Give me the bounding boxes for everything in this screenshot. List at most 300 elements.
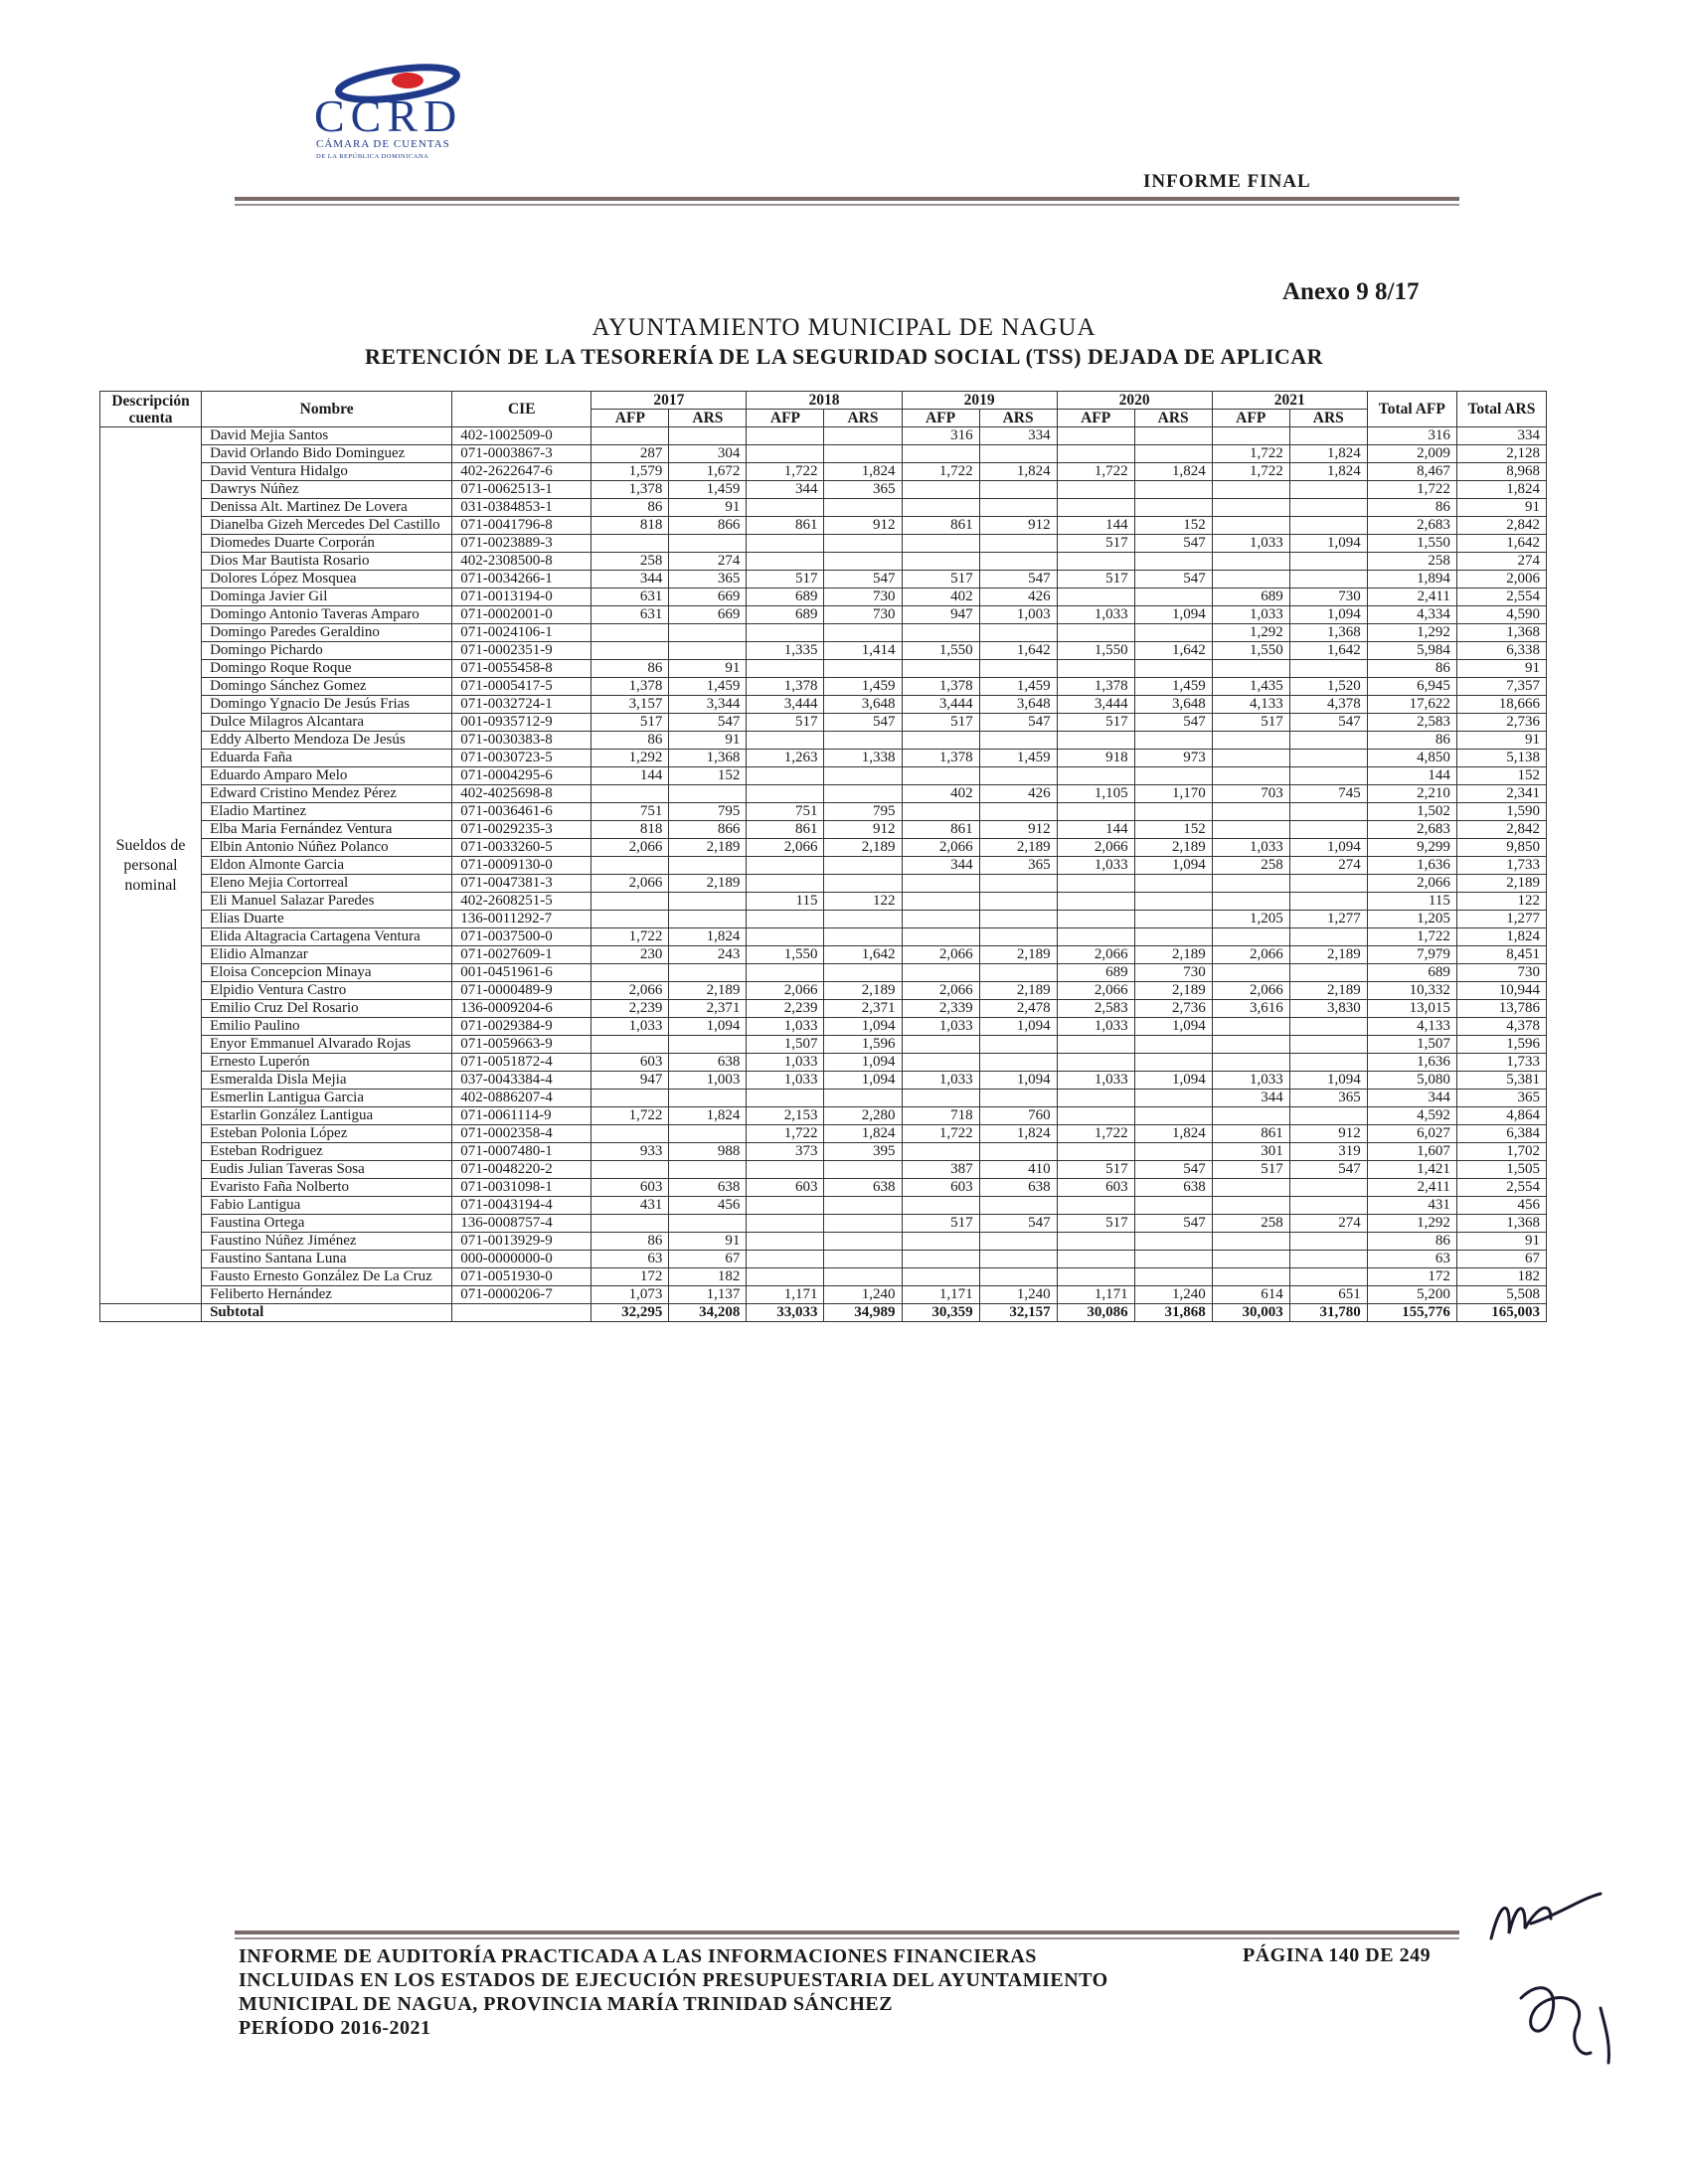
amount-cell: 730 <box>824 588 902 606</box>
amount-cell: 2,189 <box>1134 946 1212 964</box>
total-cell: 2,006 <box>1456 571 1546 588</box>
employee-cie: 071-0036461-6 <box>452 803 591 821</box>
total-cell: 86 <box>1367 499 1456 517</box>
amount-cell <box>902 445 979 463</box>
amount-cell <box>591 642 669 660</box>
table-row <box>100 750 1547 767</box>
employee-name: Elbin Antonio Núñez Polanco <box>202 839 452 857</box>
amount-cell <box>1057 767 1134 785</box>
table-row <box>100 1054 1547 1072</box>
amount-cell <box>824 928 902 946</box>
amount-cell <box>1289 893 1367 911</box>
amount-cell: 818 <box>591 821 669 839</box>
employee-cie: 071-0048220-2 <box>452 1161 591 1179</box>
amount-cell <box>1134 1268 1212 1286</box>
employee-cie: 071-0000489-9 <box>452 982 591 1000</box>
amount-cell <box>747 445 824 463</box>
amount-cell: 1,033 <box>1057 1018 1134 1036</box>
amount-cell <box>669 785 747 803</box>
total-cell: 2,411 <box>1367 588 1456 606</box>
amount-cell: 2,371 <box>824 1000 902 1018</box>
amount-cell <box>1134 1233 1212 1251</box>
amount-cell: 1,459 <box>979 678 1057 696</box>
amount-cell: 689 <box>747 588 824 606</box>
amount-cell <box>824 427 902 445</box>
employee-name: Domingo Antonio Taveras Amparo <box>202 606 452 624</box>
table-row <box>100 1197 1547 1215</box>
employee-name: Edward Cristino Mendez Pérez <box>202 785 452 803</box>
amount-cell: 304 <box>669 445 747 463</box>
amount-cell: 287 <box>591 445 669 463</box>
amount-cell <box>1134 928 1212 946</box>
amount-cell <box>979 732 1057 750</box>
amount-cell: 258 <box>1212 857 1289 875</box>
subtotal-cell: 34,989 <box>824 1304 902 1322</box>
amount-cell: 86 <box>591 1233 669 1251</box>
table-row <box>100 606 1547 624</box>
amount-cell: 373 <box>747 1143 824 1161</box>
subtotal-cell: 32,157 <box>979 1304 1057 1322</box>
amount-cell: 1,642 <box>1134 642 1212 660</box>
amount-cell <box>1134 1107 1212 1125</box>
amount-cell: 1,414 <box>824 642 902 660</box>
amount-cell: 1,033 <box>1212 606 1289 624</box>
amount-cell <box>1212 571 1289 588</box>
table-row <box>100 481 1547 499</box>
amount-cell <box>1289 767 1367 785</box>
amount-cell <box>1057 1036 1134 1054</box>
employee-name: Estarlin González Lantigua <box>202 1107 452 1125</box>
amount-cell: 365 <box>824 481 902 499</box>
table-row <box>100 463 1547 481</box>
employee-name: David Orlando Bido Dominguez <box>202 445 452 463</box>
table-row <box>100 553 1547 571</box>
amount-cell: 3,648 <box>979 696 1057 714</box>
amount-cell: 1,033 <box>902 1072 979 1090</box>
amount-cell: 517 <box>591 714 669 732</box>
amount-cell: 517 <box>902 571 979 588</box>
total-cell: 4,864 <box>1456 1107 1546 1125</box>
employee-cie: 071-0051930-0 <box>452 1268 591 1286</box>
subtotal-row <box>100 1304 1547 1322</box>
employee-name: Fabio Lantigua <box>202 1197 452 1215</box>
table-row <box>100 911 1547 928</box>
total-cell: 182 <box>1456 1268 1546 1286</box>
amount-cell <box>1212 750 1289 767</box>
amount-cell: 947 <box>591 1072 669 1090</box>
amount-cell: 2,478 <box>979 1000 1057 1018</box>
amount-cell <box>1057 1143 1134 1161</box>
ccrd-emblem-icon <box>310 62 549 169</box>
total-cell: 274 <box>1456 553 1546 571</box>
amount-cell: 1,722 <box>1212 463 1289 481</box>
amount-cell: 456 <box>669 1197 747 1215</box>
col-header-ars: ARS <box>979 410 1057 427</box>
amount-cell: 2,371 <box>669 1000 747 1018</box>
col-header-afp: AFP <box>902 410 979 427</box>
amount-cell <box>1212 821 1289 839</box>
employee-cie: 071-0030383-8 <box>452 732 591 750</box>
amount-cell: 547 <box>1289 1161 1367 1179</box>
amount-cell: 258 <box>1212 1215 1289 1233</box>
subtotal-cell: 31,868 <box>1134 1304 1212 1322</box>
amount-cell <box>1134 481 1212 499</box>
amount-cell: 2,280 <box>824 1107 902 1125</box>
amount-cell: 2,066 <box>591 875 669 893</box>
total-cell: 5,080 <box>1367 1072 1456 1090</box>
amount-cell: 517 <box>1057 1161 1134 1179</box>
total-cell: 2,189 <box>1456 875 1546 893</box>
amount-cell: 2,153 <box>747 1107 824 1125</box>
total-cell: 1,702 <box>1456 1143 1546 1161</box>
subtotal-label: Subtotal <box>202 1304 452 1322</box>
amount-cell: 1,094 <box>1289 839 1367 857</box>
amount-cell: 751 <box>747 803 824 821</box>
annex-label: Anexo 9 8/17 <box>1282 278 1420 305</box>
total-cell: 5,200 <box>1367 1286 1456 1304</box>
total-cell: 365 <box>1456 1090 1546 1107</box>
total-cell: 1,292 <box>1367 1215 1456 1233</box>
amount-cell: 3,344 <box>669 696 747 714</box>
amount-cell: 795 <box>824 803 902 821</box>
subtotal-cell: 165,003 <box>1456 1304 1546 1322</box>
total-cell: 5,984 <box>1367 642 1456 660</box>
amount-cell: 638 <box>979 1179 1057 1197</box>
amount-cell <box>824 785 902 803</box>
amount-cell: 638 <box>824 1179 902 1197</box>
amount-cell: 973 <box>1134 750 1212 767</box>
amount-cell: 918 <box>1057 750 1134 767</box>
amount-cell: 243 <box>669 946 747 964</box>
amount-cell: 2,066 <box>1057 946 1134 964</box>
employee-name: Esmerlin Lantigua Garcia <box>202 1090 452 1107</box>
amount-cell: 2,189 <box>979 839 1057 857</box>
amount-cell: 861 <box>747 517 824 535</box>
amount-cell <box>1134 1143 1212 1161</box>
employee-name: Faustino Santana Luna <box>202 1251 452 1268</box>
amount-cell <box>902 911 979 928</box>
employee-cie: 071-0002351-9 <box>452 642 591 660</box>
amount-cell: 517 <box>1057 571 1134 588</box>
amount-cell <box>979 911 1057 928</box>
logo-text: CCRD <box>314 90 463 141</box>
amount-cell: 344 <box>1212 1090 1289 1107</box>
amount-cell <box>1289 571 1367 588</box>
amount-cell: 365 <box>1289 1090 1367 1107</box>
amount-cell <box>1057 1233 1134 1251</box>
table-row <box>100 678 1547 696</box>
employee-cie: 071-0007480-1 <box>452 1143 591 1161</box>
total-cell: 172 <box>1367 1268 1456 1286</box>
total-cell: 4,590 <box>1456 606 1546 624</box>
table-row <box>100 660 1547 678</box>
amount-cell <box>1289 821 1367 839</box>
table-row <box>100 875 1547 893</box>
employee-name: Domingo Ygnacio De Jesús Frias <box>202 696 452 714</box>
amount-cell <box>824 875 902 893</box>
amount-cell <box>1134 427 1212 445</box>
employee-name: Dawrys Núñez <box>202 481 452 499</box>
amount-cell: 861 <box>902 821 979 839</box>
amount-cell: 387 <box>902 1161 979 1179</box>
table-row <box>100 1036 1547 1054</box>
amount-cell: 1,722 <box>902 1125 979 1143</box>
amount-cell <box>1289 1018 1367 1036</box>
total-cell: 13,786 <box>1456 1000 1546 1018</box>
footer-rule <box>235 1931 1459 1934</box>
total-cell: 1,636 <box>1367 857 1456 875</box>
total-cell: 91 <box>1456 1233 1546 1251</box>
amount-cell <box>1057 928 1134 946</box>
amount-cell <box>1289 1268 1367 1286</box>
amount-cell <box>591 911 669 928</box>
amount-cell: 1,003 <box>979 606 1057 624</box>
amount-cell <box>902 553 979 571</box>
amount-cell: 1,033 <box>747 1054 824 1072</box>
amount-cell: 1,094 <box>1134 1018 1212 1036</box>
amount-cell: 86 <box>591 732 669 750</box>
amount-cell <box>979 1251 1057 1268</box>
amount-cell <box>1057 893 1134 911</box>
amount-cell: 1,824 <box>1289 463 1367 481</box>
employee-cie: 071-0024106-1 <box>452 624 591 642</box>
employee-name: Eudis Julian Taveras Sosa <box>202 1161 452 1179</box>
employee-cie: 402-2308500-8 <box>452 553 591 571</box>
amount-cell: 1,033 <box>1212 1072 1289 1090</box>
total-cell: 5,508 <box>1456 1286 1546 1304</box>
total-cell: 1,368 <box>1456 1215 1546 1233</box>
col-header-name: Nombre <box>202 392 452 427</box>
amount-cell: 426 <box>979 785 1057 803</box>
header-rule <box>235 197 1459 201</box>
amount-cell: 795 <box>669 803 747 821</box>
amount-cell: 547 <box>669 714 747 732</box>
amount-cell <box>1289 481 1367 499</box>
amount-cell <box>1134 624 1212 642</box>
amount-cell <box>747 964 824 982</box>
employee-name: Emilio Paulino <box>202 1018 452 1036</box>
amount-cell <box>1212 1268 1289 1286</box>
amount-cell: 1,094 <box>979 1018 1057 1036</box>
employee-name: Dianelba Gizeh Mercedes Del Castillo <box>202 517 452 535</box>
amount-cell: 517 <box>1057 535 1134 553</box>
amount-cell: 517 <box>902 714 979 732</box>
table-row <box>100 1090 1547 1107</box>
subtotal-cell: 34,208 <box>669 1304 747 1322</box>
ccrd-logo <box>310 62 549 169</box>
amount-cell: 2,239 <box>591 1000 669 1018</box>
amount-cell <box>1134 732 1212 750</box>
employee-cie: 071-0043194-4 <box>452 1197 591 1215</box>
amount-cell: 1,094 <box>1289 535 1367 553</box>
employee-name: Emilio Cruz Del Rosario <box>202 1000 452 1018</box>
table-row <box>100 732 1547 750</box>
table-row <box>100 445 1547 463</box>
amount-cell <box>979 1143 1057 1161</box>
total-cell: 2,583 <box>1367 714 1456 732</box>
amount-cell <box>1134 1090 1212 1107</box>
amount-cell: 2,736 <box>1134 1000 1212 1018</box>
total-cell: 13,015 <box>1367 1000 1456 1018</box>
amount-cell: 2,583 <box>1057 1000 1134 1018</box>
amount-cell: 402 <box>902 588 979 606</box>
table-row <box>100 517 1547 535</box>
col-header-year: 2021 <box>1212 392 1367 410</box>
total-cell: 6,384 <box>1456 1125 1546 1143</box>
table-row <box>100 982 1547 1000</box>
footer-line-3: MUNICIPAL DE NAGUA, PROVINCIA MARÍA TRINIDAD SÁNCHEZ <box>239 1993 894 2015</box>
table-row <box>100 1125 1547 1143</box>
amount-cell <box>1057 1107 1134 1125</box>
amount-cell <box>1212 875 1289 893</box>
amount-cell: 1,094 <box>1134 857 1212 875</box>
amount-cell <box>591 785 669 803</box>
amount-cell: 1,171 <box>1057 1286 1134 1304</box>
total-cell: 2,066 <box>1367 875 1456 893</box>
amount-cell: 1,824 <box>979 463 1057 481</box>
amount-cell: 1,507 <box>747 1036 824 1054</box>
subtotal-cell: 32,295 <box>591 1304 669 1322</box>
amount-cell: 1,824 <box>1134 463 1212 481</box>
total-cell: 152 <box>1456 767 1546 785</box>
employee-cie: 071-0055458-8 <box>452 660 591 678</box>
amount-cell: 274 <box>1289 857 1367 875</box>
amount-cell <box>747 911 824 928</box>
amount-cell <box>824 964 902 982</box>
employee-cie: 071-0032724-1 <box>452 696 591 714</box>
amount-cell: 1,722 <box>1212 445 1289 463</box>
amount-cell <box>1289 517 1367 535</box>
amount-cell <box>824 1215 902 1233</box>
amount-cell: 651 <box>1289 1286 1367 1304</box>
amount-cell: 1,094 <box>1289 606 1367 624</box>
amount-cell <box>979 499 1057 517</box>
amount-cell <box>1057 660 1134 678</box>
amount-cell: 1,378 <box>902 678 979 696</box>
amount-cell <box>747 624 824 642</box>
employee-cie: 071-0034266-1 <box>452 571 591 588</box>
total-cell: 2,554 <box>1456 1179 1546 1197</box>
amount-cell <box>902 1268 979 1286</box>
amount-cell: 1,722 <box>1057 1125 1134 1143</box>
total-cell: 2,128 <box>1456 445 1546 463</box>
amount-cell: 365 <box>979 857 1057 875</box>
employee-cie: 402-2608251-5 <box>452 893 591 911</box>
amount-cell: 603 <box>1057 1179 1134 1197</box>
total-cell: 1,368 <box>1456 624 1546 642</box>
amount-cell <box>979 964 1057 982</box>
amount-cell: 517 <box>1212 714 1289 732</box>
amount-cell: 861 <box>747 821 824 839</box>
amount-cell: 410 <box>979 1161 1057 1179</box>
amount-cell: 1,550 <box>1212 642 1289 660</box>
total-cell: 2,554 <box>1456 588 1546 606</box>
employee-cie: 001-0935712-9 <box>452 714 591 732</box>
amount-cell: 689 <box>1057 964 1134 982</box>
total-cell: 1,722 <box>1367 481 1456 499</box>
table-row <box>100 964 1547 982</box>
subtotal-cell: 30,003 <box>1212 1304 1289 1322</box>
total-cell: 1,607 <box>1367 1143 1456 1161</box>
amount-cell: 1,205 <box>1212 911 1289 928</box>
amount-cell <box>591 857 669 875</box>
amount-cell <box>1134 445 1212 463</box>
amount-cell <box>1212 660 1289 678</box>
amount-cell: 638 <box>669 1054 747 1072</box>
employee-name: Elba Maria Fernández Ventura <box>202 821 452 839</box>
amount-cell: 517 <box>1212 1161 1289 1179</box>
amount-cell: 1,033 <box>902 1018 979 1036</box>
account-description: Sueldos de personal nominal <box>100 427 202 1304</box>
amount-cell: 1,722 <box>1057 463 1134 481</box>
amount-cell: 1,094 <box>1134 1072 1212 1090</box>
logo-subtitle-2: DE LA REPÚBLICA DOMINICANA <box>316 153 429 160</box>
amount-cell: 1,033 <box>1057 606 1134 624</box>
employee-name: Eldon Almonte Garcia <box>202 857 452 875</box>
amount-cell <box>902 1143 979 1161</box>
table-row <box>100 839 1547 857</box>
amount-cell: 547 <box>824 714 902 732</box>
amount-cell: 1,672 <box>669 463 747 481</box>
amount-cell: 1,722 <box>591 928 669 946</box>
amount-cell: 402 <box>902 785 979 803</box>
amount-cell: 1,073 <box>591 1286 669 1304</box>
total-cell: 6,027 <box>1367 1125 1456 1143</box>
amount-cell: 689 <box>747 606 824 624</box>
amount-cell: 1,033 <box>591 1018 669 1036</box>
amount-cell: 3,830 <box>1289 1000 1367 1018</box>
total-cell: 17,622 <box>1367 696 1456 714</box>
amount-cell: 861 <box>902 517 979 535</box>
footer-line-1: INFORME DE AUDITORÍA PRACTICADA A LAS INFORMACIONES FINANCIERAS <box>239 1945 1037 1967</box>
table-row <box>100 535 1547 553</box>
table-row <box>100 588 1547 606</box>
amount-cell: 1,550 <box>902 642 979 660</box>
amount-cell <box>902 767 979 785</box>
amount-cell: 1,378 <box>1057 678 1134 696</box>
table-row <box>100 499 1547 517</box>
amount-cell: 3,648 <box>1134 696 1212 714</box>
amount-cell <box>824 1233 902 1251</box>
amount-cell: 319 <box>1289 1143 1367 1161</box>
amount-cell <box>747 427 824 445</box>
employee-name: Eduardo Amparo Melo <box>202 767 452 785</box>
amount-cell: 1,033 <box>747 1018 824 1036</box>
amount-cell: 4,133 <box>1212 696 1289 714</box>
table-row <box>100 1179 1547 1197</box>
amount-cell: 2,066 <box>591 982 669 1000</box>
table-row <box>100 696 1547 714</box>
amount-cell <box>824 1090 902 1107</box>
col-header-cie: CIE <box>452 392 591 427</box>
table-row <box>100 1215 1547 1233</box>
amount-cell: 1,378 <box>747 678 824 696</box>
amount-cell <box>747 553 824 571</box>
employee-name: Eduarda Faña <box>202 750 452 767</box>
amount-cell: 344 <box>902 857 979 875</box>
amount-cell: 2,189 <box>669 875 747 893</box>
employee-name: David Ventura Hidalgo <box>202 463 452 481</box>
amount-cell: 547 <box>1134 1215 1212 1233</box>
amount-cell <box>1134 1036 1212 1054</box>
employee-name: Dominga Javier Gil <box>202 588 452 606</box>
amount-cell: 2,066 <box>1057 839 1134 857</box>
amount-cell: 912 <box>979 821 1057 839</box>
amount-cell: 861 <box>1212 1125 1289 1143</box>
employee-name: Denissa Alt. Martinez De Lovera <box>202 499 452 517</box>
table-row <box>100 857 1547 875</box>
amount-cell: 1,105 <box>1057 785 1134 803</box>
